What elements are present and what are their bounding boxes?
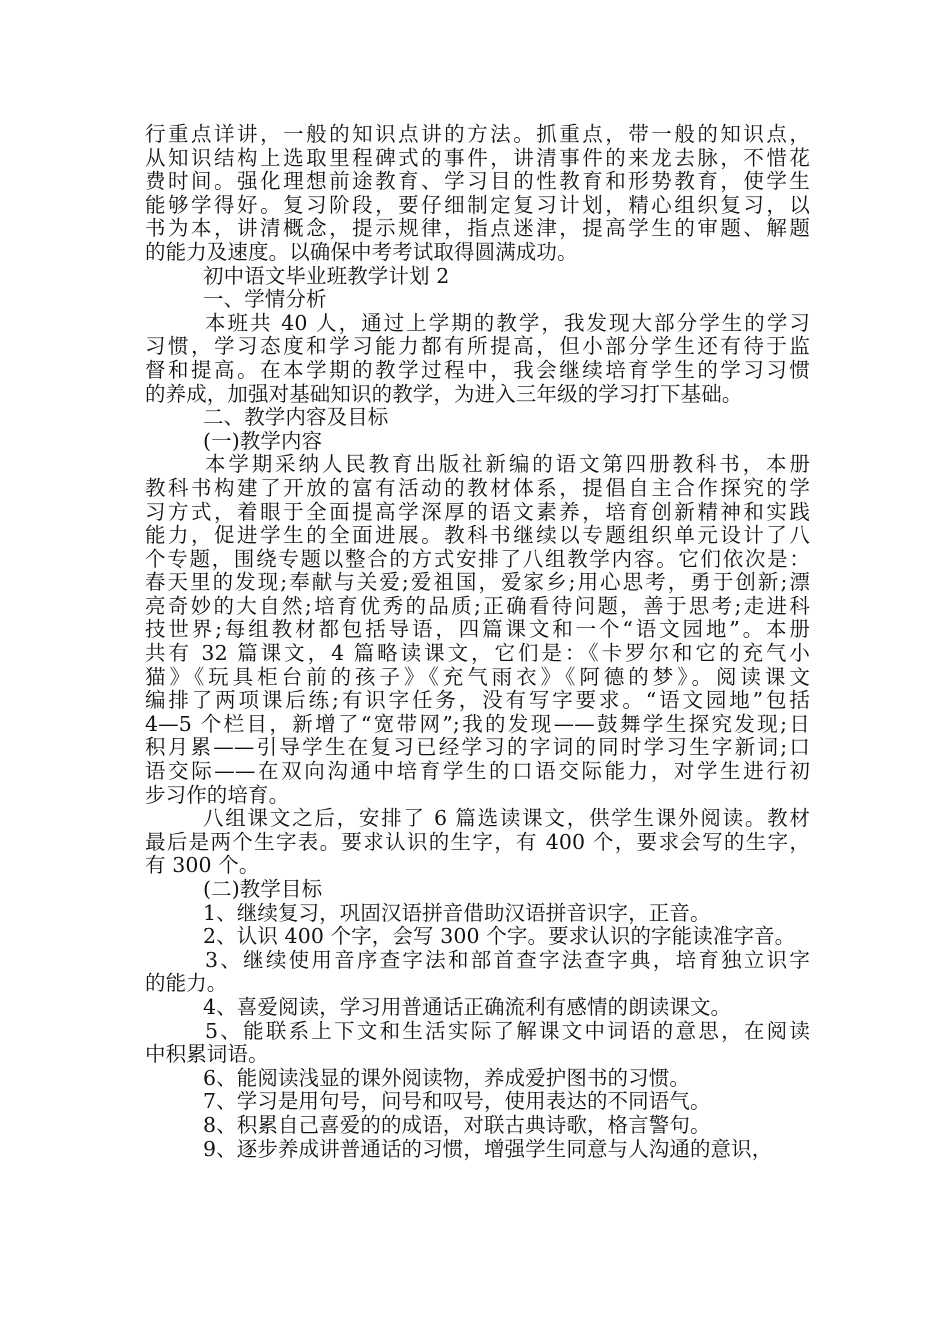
goal-item: 6、能阅读浅显的课外阅读物，养成爱护图书的习惯。 (203, 1065, 690, 1090)
text-line: 的能力及速度。以确保中考考试取得圆满成功。 (145, 239, 578, 264)
text-line: 共有 32 篇课文，4 篇略读课文，它们是：《卡罗尔和它的充气小 (145, 641, 810, 666)
text-line: 最后是两个生字表。要求认识的生字，有 400 个，要求会写的生字， (145, 829, 810, 854)
paragraph-learning-analysis (145, 312, 810, 406)
goal-item: 8、积累自己喜爱的的成语，对联古典诗歌，格言警句。 (203, 1112, 711, 1137)
document-page (145, 123, 810, 1161)
goal-item-continuation: 的能力。 (145, 971, 228, 996)
text-line: 步习作的培育。 (145, 782, 290, 807)
text-line: 书为本，讲清概念，提示规律，指点迷津，提高学生的审题、解题 (145, 216, 810, 241)
text-line: 语交际——在双向沟通中培育学生的口语交际能力，对学生进行初 (145, 759, 810, 784)
section-title: 初中语文毕业班教学计划 2 (203, 263, 450, 288)
goal-item: 9、逐步养成讲普通话的习惯，增强学生同意与人沟通的意识， (203, 1136, 773, 1161)
heading-teaching-goals: (二)教学目标 (203, 877, 323, 901)
text-line: 编排了两项课后练;有识字任务，没有写字要求。“语文园地”包括 (145, 688, 810, 713)
text-line: 八组课文之后，安排了 6 篇选读课文，供学生课外阅读。教材 (203, 806, 810, 831)
text-line: 个专题，围绕专题以整合的方式安排了八组教学内容。它们依次是： (145, 546, 810, 571)
text-line: 春天里的发现;奉献与关爱;爱祖国，爱家乡;用心思考，勇于创新;漂 (145, 570, 810, 595)
paragraph-optional-texts (145, 807, 810, 878)
text-line: 督和提高。在本学期的教学过程中，我会继续培育学生的学习习惯 (145, 357, 810, 382)
text-line: 有 300 个。 (145, 853, 260, 878)
text-line: 4—5 个栏目，新增了“宽带网”;我的发现——鼓舞学生探究发现;日 (145, 711, 810, 736)
text-line: 亮奇妙的大自然;培育优秀的品质;正确看待问题，善于思考;走进科 (145, 593, 810, 618)
text-line: 从知识结构上选取里程碑式的事件，讲清事件的来龙去脉，不惜花 (145, 145, 810, 170)
text-line: 积月累——引导学生在复习已经学习的字词的同时学习生字新词;口 (145, 735, 810, 760)
heading-teaching-content: (一)教学内容 (203, 428, 323, 453)
text-line: 能力，促进学生的全面进展。教科书继续以专题组织单元设计了八 (145, 523, 810, 548)
text-line: 行重点详讲，一般的知识点讲的方法。抓重点，带一般的知识点， (145, 122, 810, 146)
text-line: 本班共 40 人，通过上学期的教学，我发现大部分学生的学习 (205, 310, 810, 335)
text-line: 费时间。强化理想前途教育、学习目的性教育和形势教育，使学生 (145, 169, 810, 194)
text-line: 习方式，着眼于全面提高学深厚的语文素养，培育创新精神和实践 (145, 499, 810, 524)
goal-item: 7、学习是用句号，问号和叹号，使用表达的不同语气。 (203, 1089, 711, 1114)
text-line: 猫》《玩具柜台前的孩子》《充气雨衣》《阿德的梦》。阅读课文 (145, 664, 810, 689)
heading-learning-analysis: 一、学情分析 (203, 287, 327, 312)
heading-content-goals: 二、教学内容及目标 (203, 405, 389, 430)
text-line: 的养成，加强对基础知识的教学，为进入三年级的学习打下基础。 (145, 381, 743, 406)
goal-item: 5、能联系上下文和生活实际了解课文中词语的意思，在阅读 (205, 1018, 810, 1043)
paragraph-continuation (145, 123, 810, 265)
paragraph-teaching-content (145, 453, 810, 807)
text-line: 习惯，学习态度和学习能力都有所提高，但小部分学生还有待于监 (145, 334, 810, 359)
text-line: 技世界;每组教材都包括导语，四篇课文和一个“语文园地”。本册 (145, 617, 810, 642)
text-line: 教科书构建了开放的富有活动的教材体系，提倡自主合作探究的学 (145, 475, 810, 500)
goal-item: 2、认识 400 个字，会写 300 个字。要求认识的字能读准字音。 (203, 924, 796, 949)
goal-item: 3、继续使用音序查字法和部首查字法查字典，培育独立识字 (205, 947, 810, 972)
goal-item: 4、喜爱阅读，学习用普通话正确流利有感情的朗读课文。 (203, 994, 732, 1019)
text-line: 能够学得好。复习阶段，要仔细制定复习计划，精心组织复习，以 (145, 192, 810, 217)
goal-list (145, 902, 810, 1162)
goal-item-continuation: 中积累词语。 (145, 1042, 269, 1067)
goal-item: 1、继续复习，巩固汉语拼音借助汉语拼音识字，正音。 (203, 900, 711, 925)
text-line: 本学期采纳人民教育出版社新编的语文第四册教科书，本册 (205, 452, 810, 477)
